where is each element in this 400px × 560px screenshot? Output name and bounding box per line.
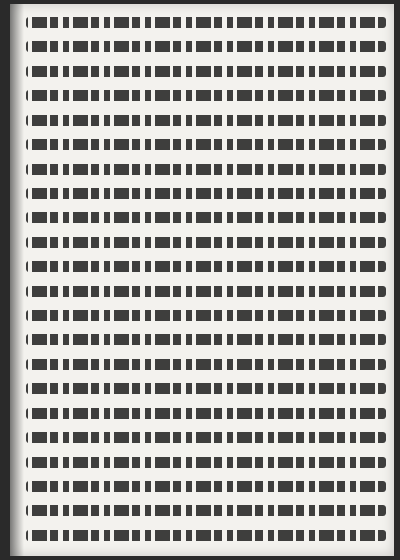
manuscript-line — [26, 256, 386, 277]
manuscript-line — [26, 159, 386, 180]
manuscript-line — [26, 427, 386, 448]
manuscript-line — [26, 305, 386, 326]
manuscript-line — [26, 476, 386, 497]
manuscript-line — [26, 500, 386, 521]
manuscript-line — [26, 281, 386, 302]
manuscript-line — [26, 207, 386, 228]
manuscript-line — [26, 110, 386, 131]
manuscript-line — [26, 329, 386, 350]
manuscript-text-block — [26, 12, 386, 546]
manuscript-line — [26, 134, 386, 155]
manuscript-line — [26, 12, 386, 33]
manuscript-line — [26, 403, 386, 424]
manuscript-line — [26, 232, 386, 253]
manuscript-line — [26, 183, 386, 204]
manuscript-line — [26, 525, 386, 546]
page-edge-shadow — [10, 4, 24, 556]
manuscript-line — [26, 452, 386, 473]
manuscript-line — [26, 36, 386, 57]
manuscript-line — [26, 85, 386, 106]
manuscript-line — [26, 354, 386, 375]
manuscript-line — [26, 61, 386, 82]
manuscript-page — [10, 4, 394, 556]
manuscript-line — [26, 378, 386, 399]
